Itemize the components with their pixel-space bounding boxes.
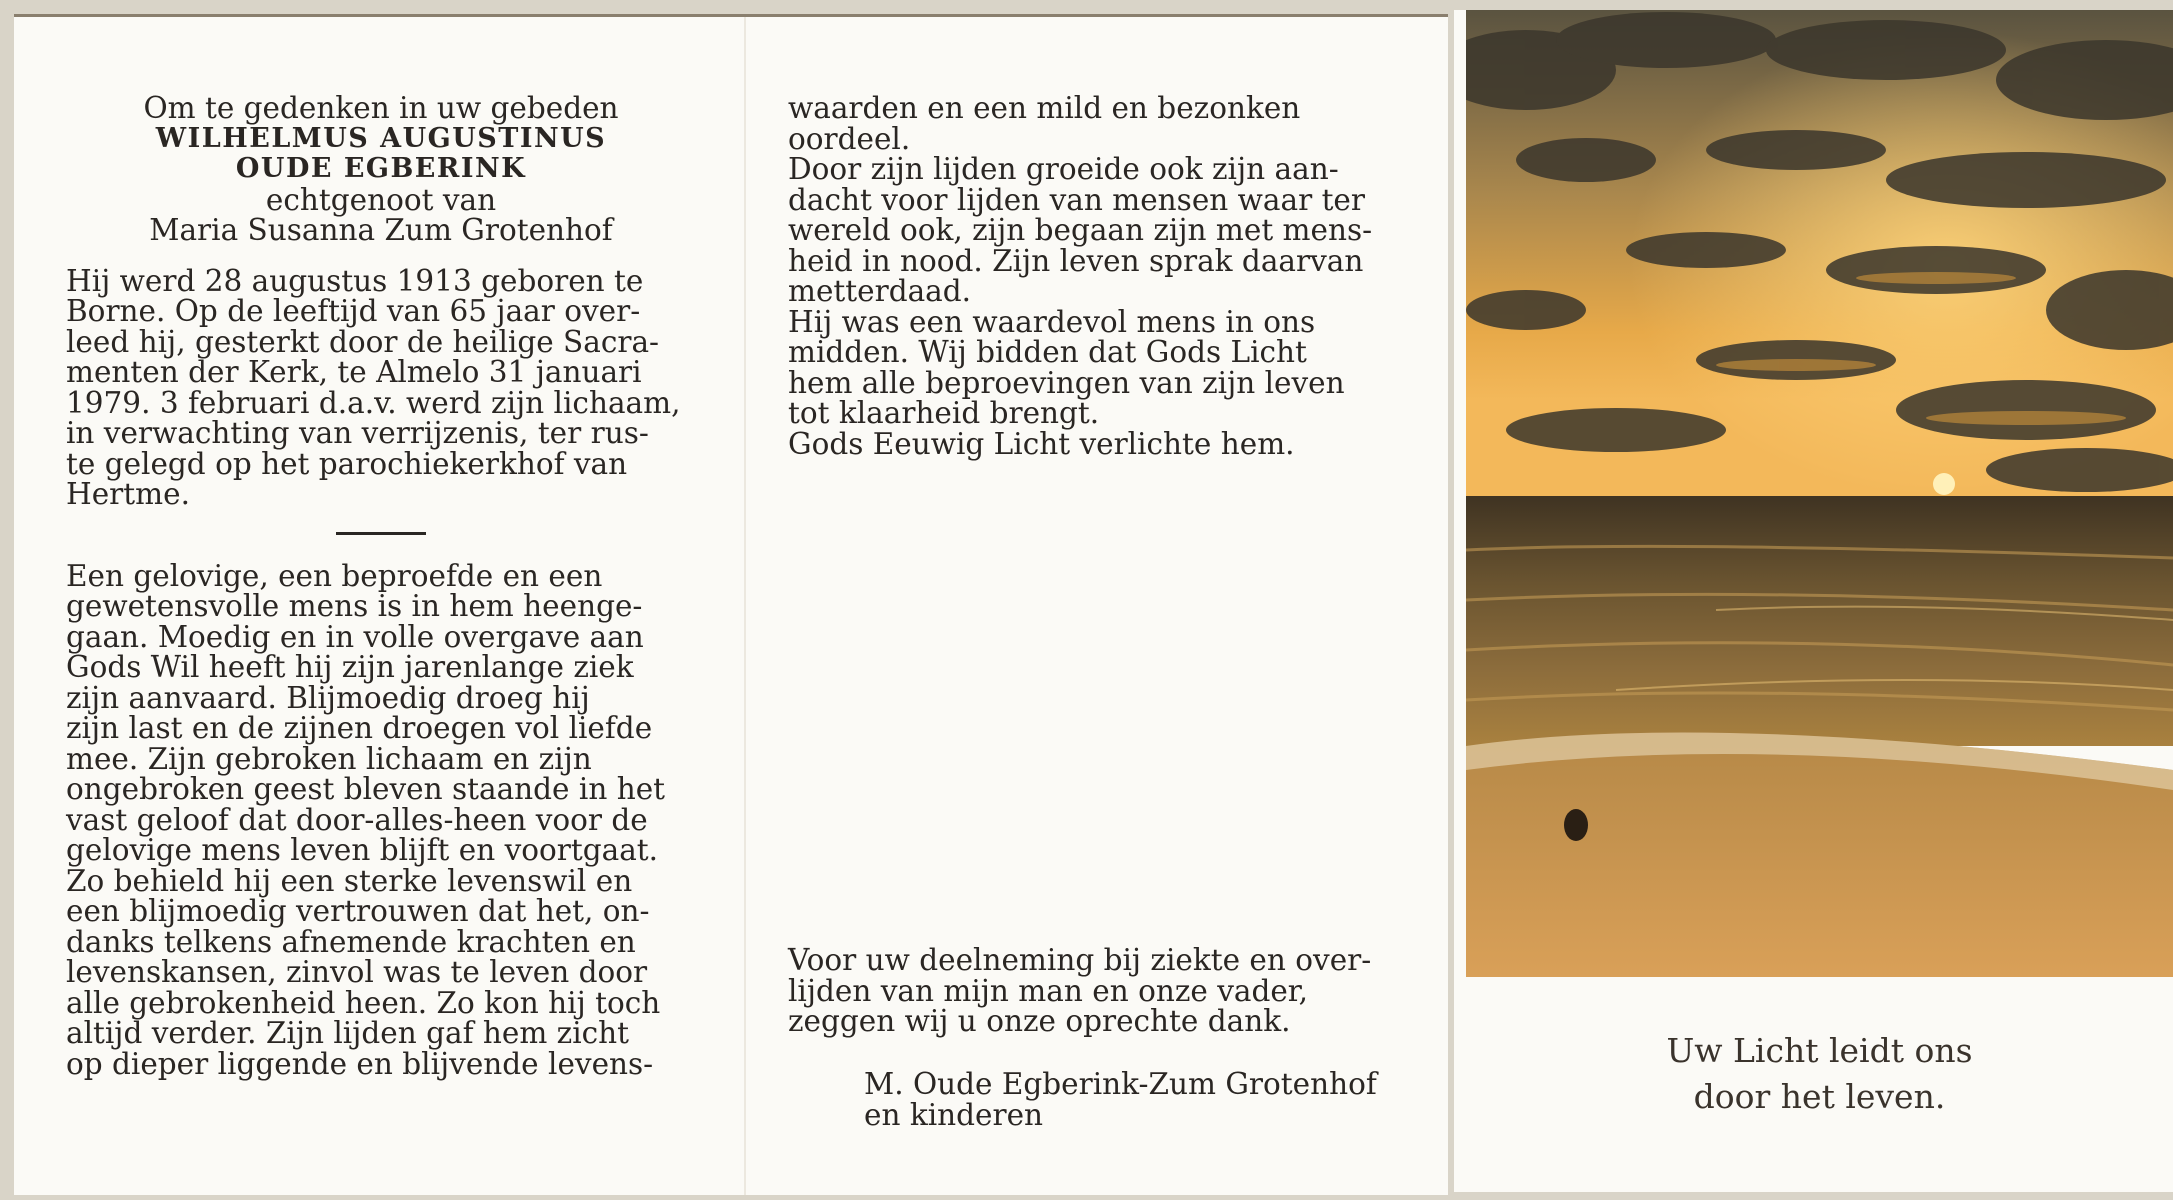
signature-name: M. Oude Egberink-Zum Grotenhof: [864, 1067, 1377, 1101]
right-column: [788, 93, 1414, 459]
biography-paragraph: [66, 263, 696, 511]
caption-line2: door het leven.: [1693, 1077, 1946, 1116]
heading-block: [66, 93, 696, 246]
text-line: zijn aanvaard. Blijmoedig droeg hij: [66, 680, 590, 715]
text-line: op dieper liggende en blijvende levens-: [66, 1046, 654, 1081]
text-line: Borne. Op de leeftijd van 65 jaar over-: [66, 294, 641, 328]
thanks-paragraph: [788, 945, 1414, 1037]
text-line: 1979. 3 februari d.a.v. werd zijn lichaam,: [66, 385, 681, 420]
text-line: vast geloof dat door-alles-heen voor de: [66, 802, 648, 837]
text-line: hem alle beproevingen van zijn leven: [788, 365, 1345, 400]
section-divider: [336, 532, 426, 535]
text-line: Zo behield hij een sterke levenswil en: [66, 863, 633, 898]
text-line: danks telkens afnemende krachten en: [66, 924, 636, 959]
text-line: dacht voor lijden van mensen waar ter: [788, 182, 1365, 217]
tribute-paragraph: [66, 558, 696, 1081]
deceased-name-line1: WILHELMUS AUGUSTINUS: [155, 122, 607, 154]
card-fold: [744, 17, 746, 1195]
text-line: waarden en een mild en bezonken: [788, 91, 1301, 125]
text-line: Een gelovige, een beproefde en een: [66, 558, 603, 593]
text-line: alle gebrokenheid heen. Zo kon hij toch: [66, 985, 661, 1020]
signature-family: en kinderen: [864, 1097, 1044, 1132]
text-line: oordeel.: [788, 121, 911, 156]
text-line: Hij werd 28 augustus 1913 geboren te: [66, 263, 644, 298]
signature-block: [864, 1069, 1404, 1130]
text-line: midden. Wij bidden dat Gods Licht: [788, 335, 1307, 369]
text-line: levenskansen, zinvol was te leven door: [66, 955, 648, 989]
text-line: in verwachting van verrijzenis, ter rus-: [66, 416, 649, 450]
text-line: gaan. Moedig en in volle overgave aan: [66, 619, 644, 654]
text-line: zeggen wij u onze oprechte dank.: [788, 1004, 1291, 1038]
spouse-name: Maria Susanna Zum Grotenhof: [149, 213, 613, 247]
text-line: Hij was een waardevol mens in ons: [788, 304, 1316, 339]
tribute-continuation: [788, 93, 1414, 459]
sunset-seascape-image: [1466, 10, 2173, 977]
text-line: een blijmoedig vertrouwen dat het, on-: [66, 894, 650, 928]
text-line: mee. Zijn gebroken lichaam en zijn: [66, 741, 592, 776]
text-line: menten der Kerk, te Almelo 31 januari: [66, 355, 642, 389]
text-line: ongebroken geest bleven staande in het: [66, 772, 666, 806]
deceased-name-line2: OUDE EGBERINK: [235, 153, 527, 184]
memorial-card-cover: [1454, 10, 2173, 1192]
left-column: [66, 93, 696, 1079]
text-line: leed hij, gesterkt door de heilige Sacra-: [66, 324, 660, 359]
text-line: altijd verder. Zijn lijden gaf hem zicht: [66, 1016, 630, 1050]
text-line: tot klaarheid brengt.: [788, 396, 1100, 430]
text-line: zijn last en de zijnen droegen vol liefde: [66, 711, 653, 745]
text-line: Gods Wil heeft hij zijn jarenlange ziek: [66, 650, 634, 684]
text-line: Gods Eeuwig Licht verlichte hem.: [788, 426, 1295, 461]
text-line: Door zijn lijden groeide ook zijn aan-: [788, 152, 1339, 186]
cover-caption: [1466, 1028, 2173, 1120]
text-line: wereld ook, zijn begaan zijn met mens-: [788, 213, 1373, 247]
text-line: gelovige mens leven blijft en voortgaat.: [66, 833, 659, 867]
text-line: te gelegd op het parochiekerkhof van: [66, 446, 628, 481]
caption-line1: Uw Licht leidt ons: [1666, 1031, 1973, 1070]
text-line: lijden van mijn man en onze vader,: [788, 973, 1309, 1008]
text-line: gewetensvolle mens is in hem heenge-: [66, 589, 643, 623]
text-line: metterdaad.: [788, 274, 972, 308]
spouse-intro: echtgenoot van: [265, 182, 497, 217]
text-line: Voor uw deelneming bij ziekte en over-: [788, 943, 1372, 977]
sunset-photo: [1466, 10, 2173, 977]
intro-line: Om te gedenken in uw gebeden: [143, 91, 619, 125]
text-line: heid in nood. Zijn leven sprak daarvan: [788, 243, 1364, 278]
memorial-card-inner: [14, 14, 1448, 1195]
text-line: Hertme.: [66, 477, 190, 511]
